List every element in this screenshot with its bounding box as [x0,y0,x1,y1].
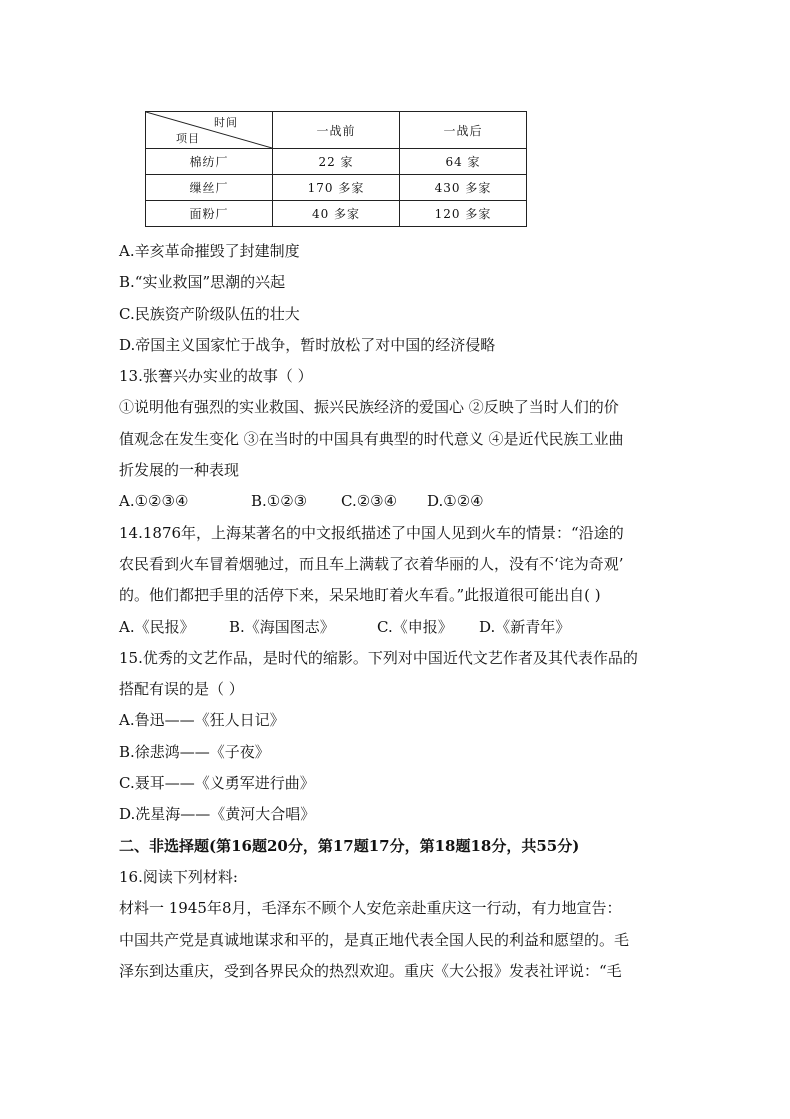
diagonal-line [146,112,272,148]
table-row [146,201,527,227]
option-d: D.《新青年》 [479,617,571,636]
column-header-after: 一战后 [400,112,527,149]
option-c: C.②③④ [341,492,398,511]
section-heading: 二、非选择题(第16题20分，第17题17分，第18题18分，共55分) [119,836,580,855]
row-before: 170 多家 [273,175,400,201]
text-line: C.聂耳——《义勇军进行曲》 [119,774,315,793]
row-after: 64 家 [400,149,527,175]
text-line: A.辛亥革命摧毁了封建制度 [119,242,300,260]
row-before: 40 多家 [273,201,400,227]
text-line: 折发展的一种表现 [119,461,240,480]
table-corner-cell [146,112,273,149]
text-line: 泽东到达重庆，受到各界民众的热烈欢迎。重庆《大公报》发表社评说：“毛 [119,961,622,980]
text-line: B.“实业救国”思潮的兴起 [119,273,286,292]
options-row [119,612,679,643]
text-line: A.鲁迅——《狂人日记》 [119,711,285,730]
question-text [119,236,679,987]
options-row [119,486,679,517]
row-item: 面粉厂 [146,201,273,227]
data-table [145,111,527,227]
option-a: A.①②③④ [119,492,189,511]
question-13: 13.张謇兴办实业的故事（ ） [119,367,313,386]
text-line: 农民看到火车冒着烟驰过，而且车上满载了衣着华丽的人，没有不‘诧为奇观’ [119,554,624,573]
corner-label-time: 时间 [214,116,238,129]
table-header-row [146,112,527,149]
question-14: 14.1876年，上海某著名的中文报纸描述了中国人见到火车的情景：“沿途的 [119,523,624,542]
option-b: B.《海国图志》 [229,617,335,636]
text-line: 搭配有误的是（ ） [119,680,244,699]
row-before: 22 家 [273,149,400,175]
question-15: 15.优秀的文艺作品，是时代的缩影。下列对中国近代文艺作者及其代表作品的 [119,648,638,667]
row-after: 120 多家 [400,201,527,227]
option-d: D.①②④ [427,492,484,511]
text-line: D.帝国主义国家忙于战争，暂时放松了对中国的经济侵略 [119,335,496,354]
option-c: C.《申报》 [377,617,453,636]
text-line: 材料一 1945年8月，毛泽东不顾个人安危亲赴重庆这一行动，有力地宣告： [119,899,622,918]
option-a: A.《民报》 [119,617,195,636]
text-line: D.冼星海——《黄河大合唱》 [119,805,316,824]
row-item: 棉纺厂 [146,149,273,175]
question-16: 16.阅读下列材料: [119,867,238,886]
table-row [146,149,527,175]
text-line: 值观念在发生变化 ③在当时的中国具有典型的时代意义 ④是近代民族工业曲 [119,429,624,448]
row-after: 430 多家 [400,175,527,201]
row-item: 缫丝厂 [146,175,273,201]
text-line: ①说明他有强烈的实业救国、振兴民族经济的爱国心 ②反映了当时人们的价 [119,398,619,417]
text-line: C.民族资产阶级队伍的壮大 [119,304,300,323]
column-header-before: 一战前 [273,112,400,149]
text-line: 中国共产党是真诚地谋求和平的，是真正地代表全国人民的利益和愿望的。毛 [119,930,630,949]
table-row [146,175,527,201]
text-line: 的。他们都把手里的活停下来，呆呆地盯着火车看。”此报道很可能出自( ) [119,586,601,605]
corner-label-item: 项目 [176,132,200,145]
text-line: B.徐悲鸿——《子夜》 [119,742,270,761]
option-b: B.①②③ [251,492,308,511]
